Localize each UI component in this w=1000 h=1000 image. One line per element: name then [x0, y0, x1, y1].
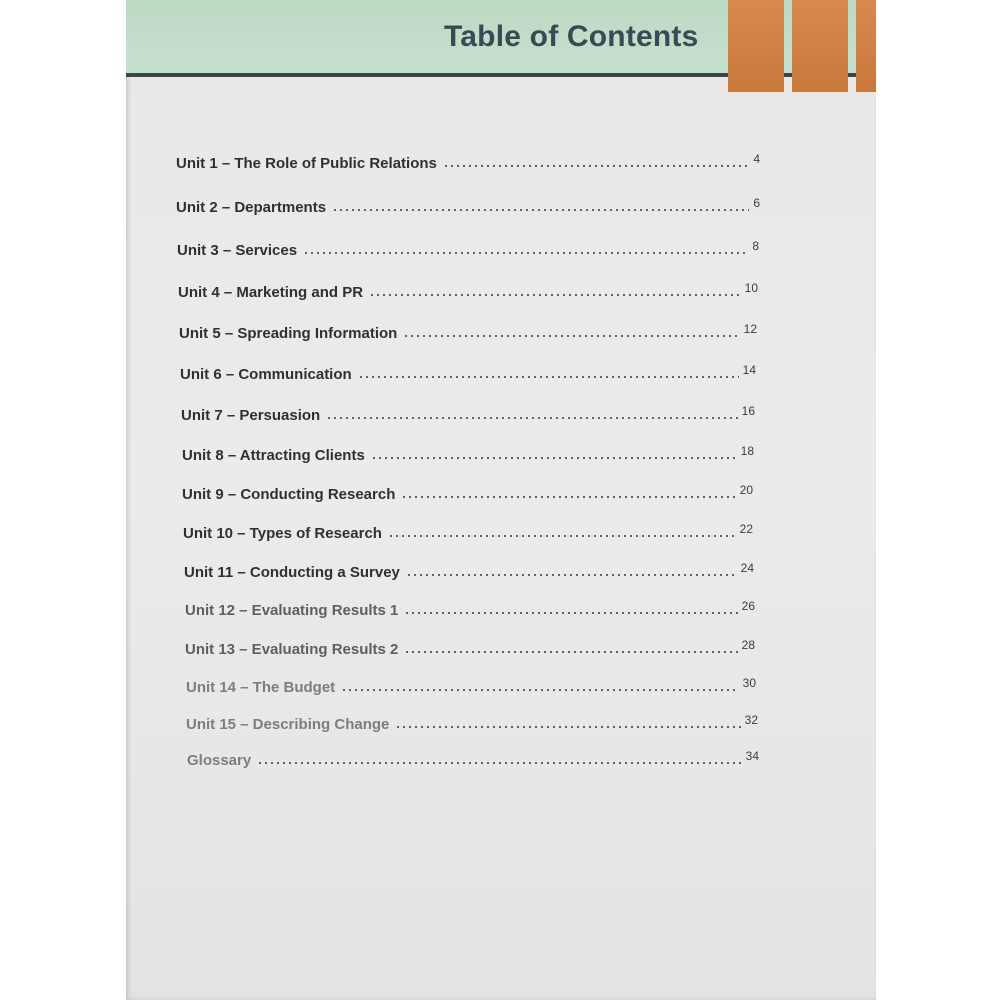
dot-leader [303, 251, 748, 255]
toc-entry-page: 22 [739, 522, 753, 536]
toc-entry [178, 279, 758, 301]
toc-entry-title: Unit 9 – Conducting Research [182, 486, 396, 503]
table-of-contents [126, 0, 876, 1000]
toc-entry-title: Unit 10 – Types of Research [183, 525, 382, 542]
toc-entry [185, 597, 755, 619]
toc-entry-title: Unit 11 – Conducting a Survey [184, 564, 400, 581]
toc-entry-page: 34 [745, 749, 759, 763]
toc-entry-title: Glossary [187, 752, 252, 769]
toc-entry-page: 8 [752, 239, 759, 253]
toc-entry-page: 26 [741, 599, 755, 613]
toc-entry [185, 636, 755, 658]
dot-leader [369, 293, 741, 297]
dot-leader [443, 164, 749, 168]
toc-entry [186, 711, 758, 733]
dot-leader [332, 208, 749, 212]
toc-entry [182, 481, 753, 503]
toc-entry-page: 32 [744, 713, 758, 727]
dot-leader [401, 495, 735, 499]
toc-entry-page: 18 [740, 444, 754, 458]
toc-entry [180, 361, 756, 383]
dot-leader [395, 725, 740, 729]
toc-entry-page: 12 [743, 322, 757, 336]
toc-entry-page: 16 [741, 404, 755, 418]
toc-entry [179, 320, 757, 342]
dot-leader [341, 688, 738, 692]
toc-entry-page: 20 [739, 483, 753, 497]
dot-leader [406, 573, 737, 577]
book-page [126, 0, 876, 1000]
toc-entry-title: Unit 15 – Describing Change [186, 716, 390, 733]
dot-leader [404, 650, 737, 654]
toc-entry-title: Unit 3 – Services [177, 242, 298, 259]
toc-entry-title: Unit 8 – Attracting Clients [182, 447, 365, 464]
toc-entry-title: Unit 5 – Spreading Information [179, 325, 398, 342]
dot-leader [388, 534, 736, 538]
toc-entry [176, 150, 760, 172]
toc-entry-title: Unit 12 – Evaluating Results 1 [185, 602, 399, 619]
toc-entry [184, 559, 754, 581]
toc-entry-title: Unit 14 – The Budget [186, 679, 336, 696]
dot-leader [326, 416, 737, 420]
toc-entry [186, 674, 756, 696]
toc-entry-title: Unit 4 – Marketing and PR [178, 284, 364, 301]
toc-entry-title: Unit 6 – Communication [180, 366, 352, 383]
toc-entry-title: Unit 7 – Persuasion [181, 407, 321, 424]
toc-entry [182, 442, 754, 464]
toc-entry [183, 520, 753, 542]
dot-leader [404, 611, 737, 615]
toc-entry-page: 4 [753, 152, 760, 166]
toc-entry-page: 14 [742, 363, 756, 377]
toc-entry-page: 28 [741, 638, 755, 652]
toc-entry-title: Unit 2 – Departments [176, 199, 327, 216]
toc-entry-page: 30 [742, 676, 756, 690]
toc-entry-title: Unit 13 – Evaluating Results 2 [185, 641, 399, 658]
toc-entry [187, 747, 759, 769]
toc-entry-page: 6 [753, 196, 760, 210]
dot-leader [257, 761, 741, 765]
toc-entry [176, 194, 760, 216]
dot-leader [371, 456, 737, 460]
toc-entry [177, 237, 759, 259]
dot-leader [358, 375, 739, 379]
toc-entry-page: 24 [740, 561, 754, 575]
page-title: Table of Contents [444, 20, 699, 53]
toc-entry-page: 10 [744, 281, 758, 295]
toc-entry [181, 402, 755, 424]
dot-leader [403, 334, 739, 338]
toc-entry-title: Unit 1 – The Role of Public Relations [176, 155, 437, 172]
